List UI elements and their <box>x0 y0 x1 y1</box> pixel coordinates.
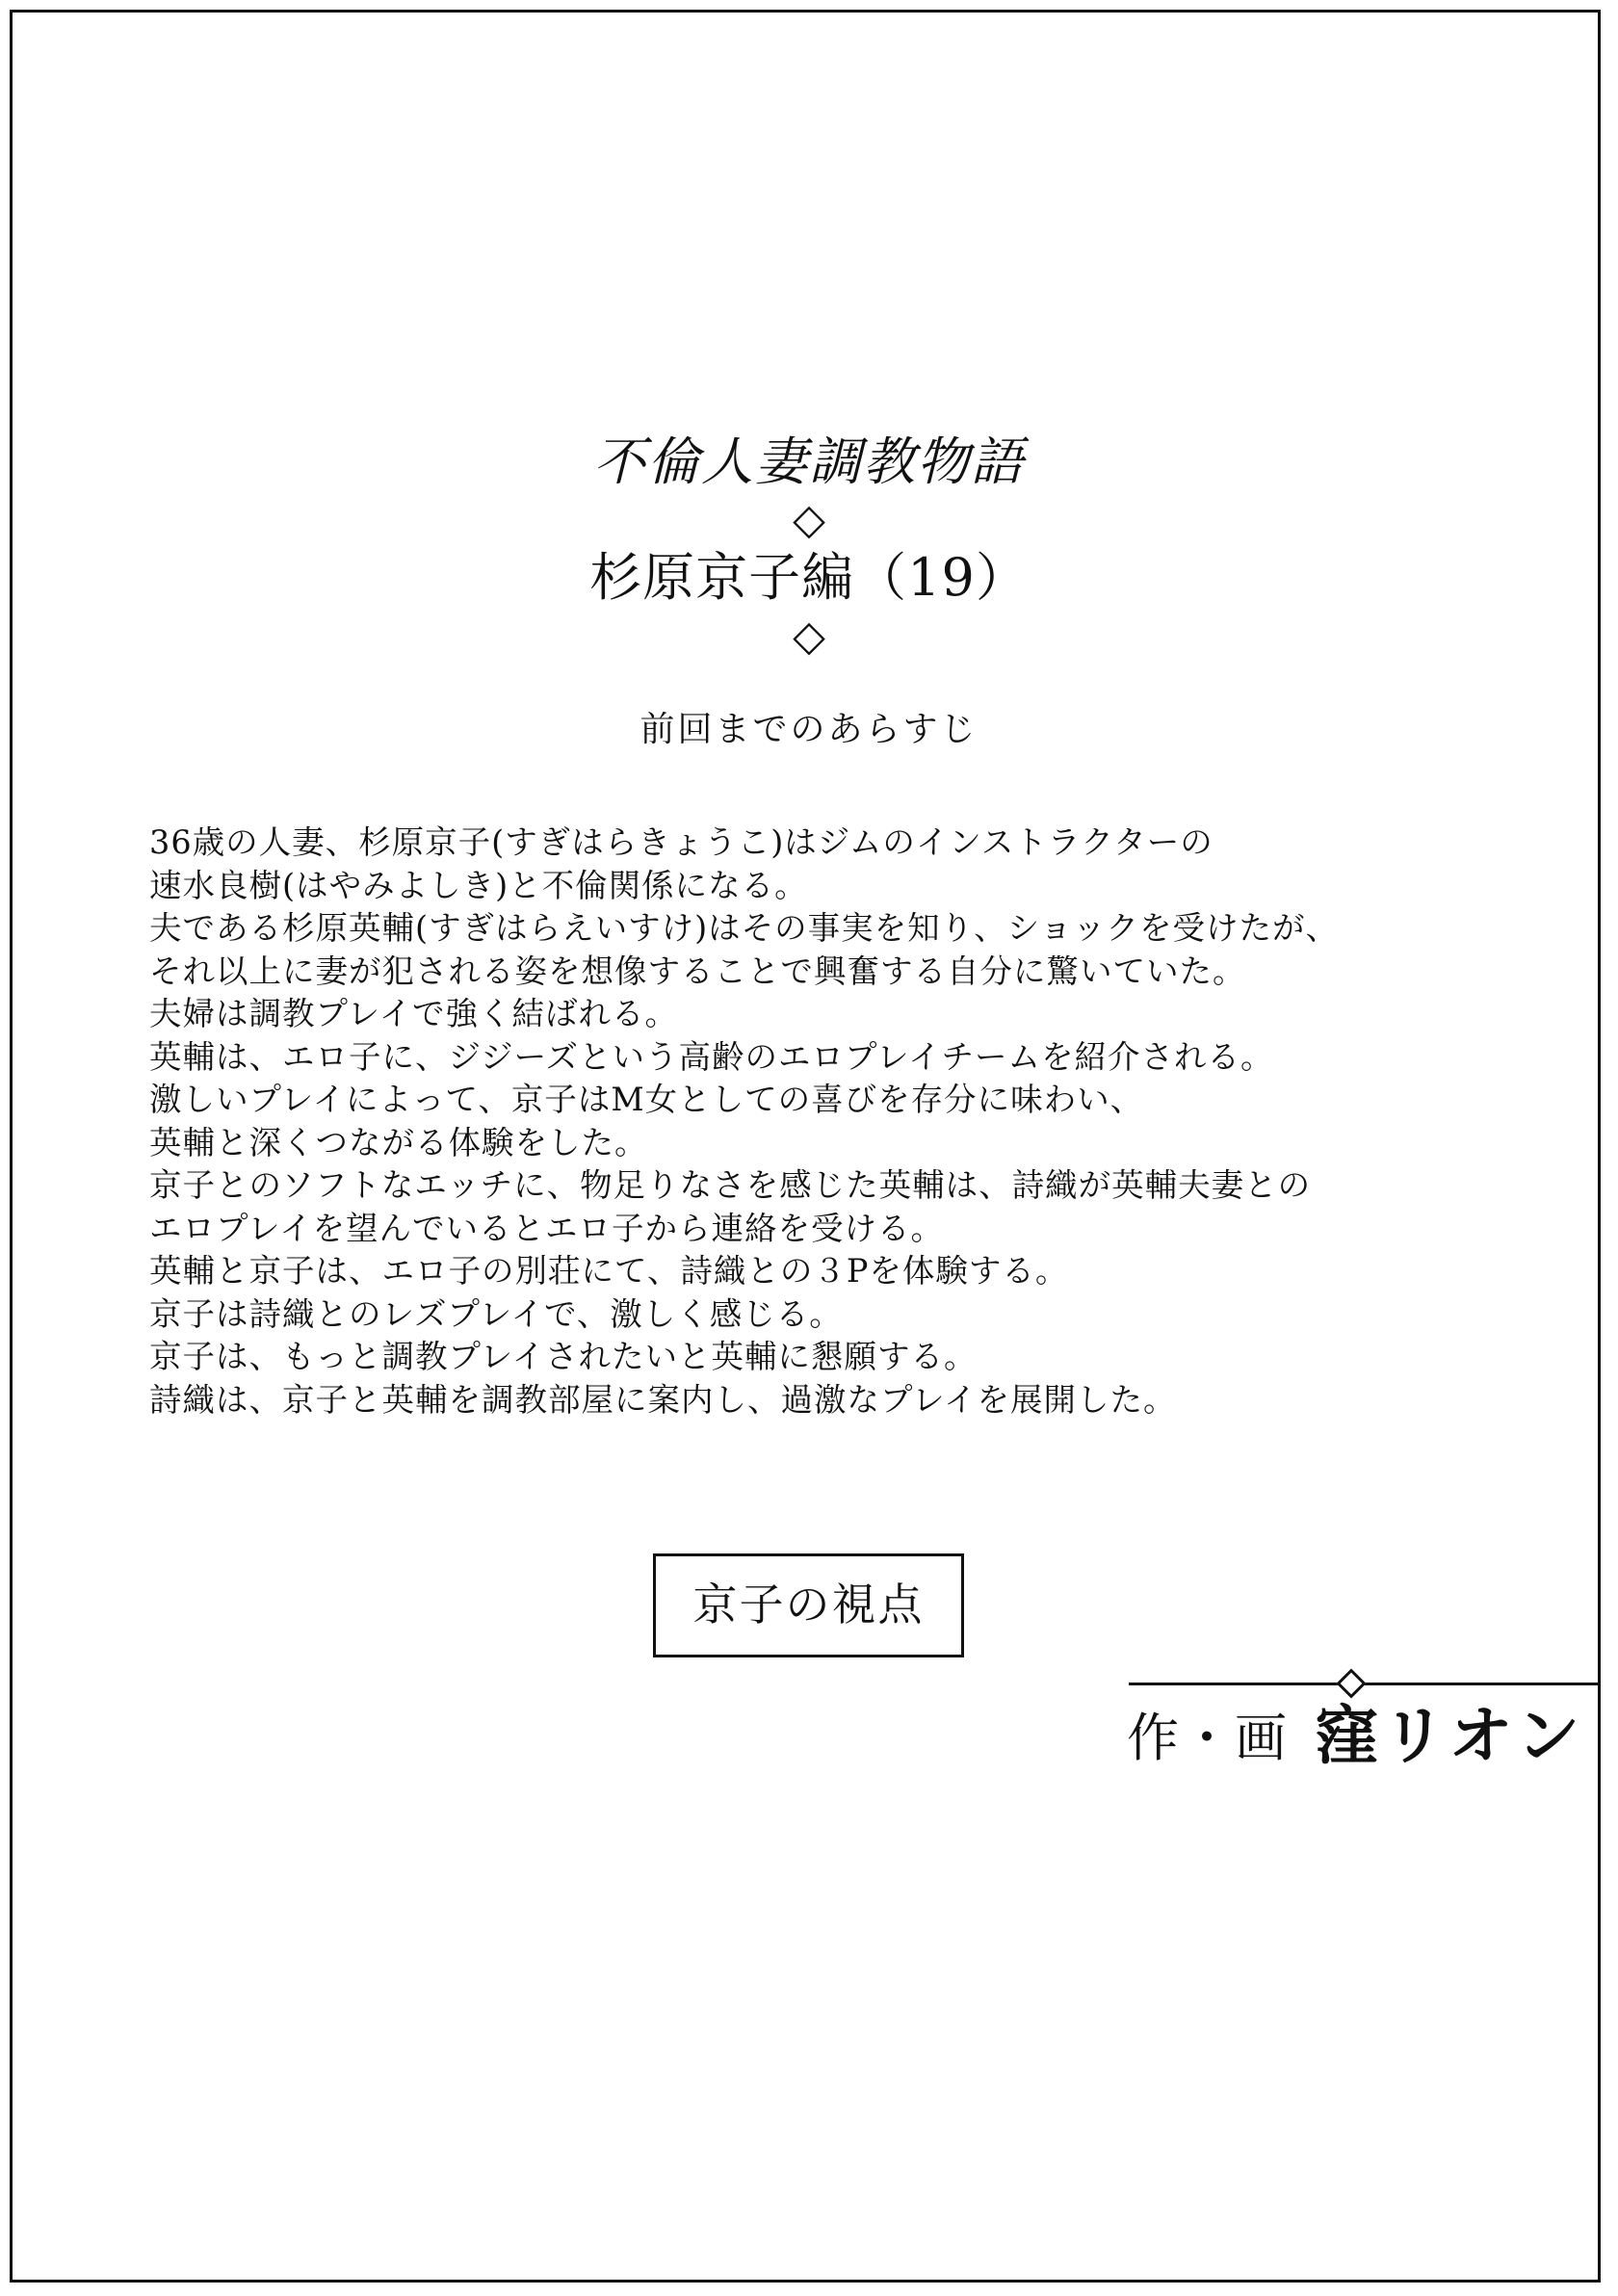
synopsis-line: 英輔は、エロ子に、ジジーズという高齢のエロプレイチームを紹介される。 <box>149 1037 1274 1076</box>
synopsis-line: 36歳の人妻、杉原京子(すぎはらきょうこ)はジムのインストラクターの <box>149 823 1214 861</box>
synopsis-line: 夫である杉原英輔(すぎはらえいすけ)はその事実を知り、ショックを受けたが、 <box>149 909 1339 947</box>
synopsis-line: 詩織は、京子と英輔を調教部屋に案内し、過激なプレイを展開した。 <box>149 1380 1177 1419</box>
synopsis-line: エロプレイを望んでいるとエロ子から連絡を受ける。 <box>149 1209 944 1247</box>
synopsis-line: 京子とのソフトなエッチに、物足りなさを感じた英輔は、詩織が英輔夫妻との <box>149 1166 1312 1204</box>
synopsis-line: 速水良樹(はやみよしき)と不倫関係になる。 <box>149 866 808 904</box>
series-title: 不倫人妻調教物語 <box>593 431 1025 492</box>
synopsis-line: 京子は詩織とのレズプレイで、激しく感じる。 <box>149 1294 843 1333</box>
credit-author: 窪リオン <box>1315 1698 1584 1773</box>
synopsis-line: それ以上に妻が犯される姿を想像することで興奮する自分に驚いていた。 <box>149 952 1246 990</box>
chapter-title: 杉原京子編（19） <box>589 547 1029 608</box>
synopsis-body <box>149 822 1498 1422</box>
synopsis-heading: 前回までのあらすじ <box>639 710 979 749</box>
pov-label-box: 京子の視点 <box>653 1553 964 1657</box>
synopsis-line: 京子は、もっと調教プレイされたいと英輔に懇願する。 <box>149 1338 978 1375</box>
credit-label: 作・画 <box>1127 1708 1289 1768</box>
diamond-ornament-bottom: ◇ <box>793 612 825 661</box>
synopsis-line: 英輔と京子は、エロ子の別荘にて、詩織との３Pを体験する。 <box>149 1252 1069 1290</box>
diamond-ornament-top: ◇ <box>793 495 825 544</box>
synopsis-line: 夫婦は調教プレイで強く結ばれる。 <box>149 995 678 1032</box>
synopsis-line: 英輔と深くつながる体験をした。 <box>149 1123 648 1161</box>
synopsis-line: 激しいプレイによって、京子はM女としての喜びを存分に味わい、 <box>149 1081 1144 1118</box>
